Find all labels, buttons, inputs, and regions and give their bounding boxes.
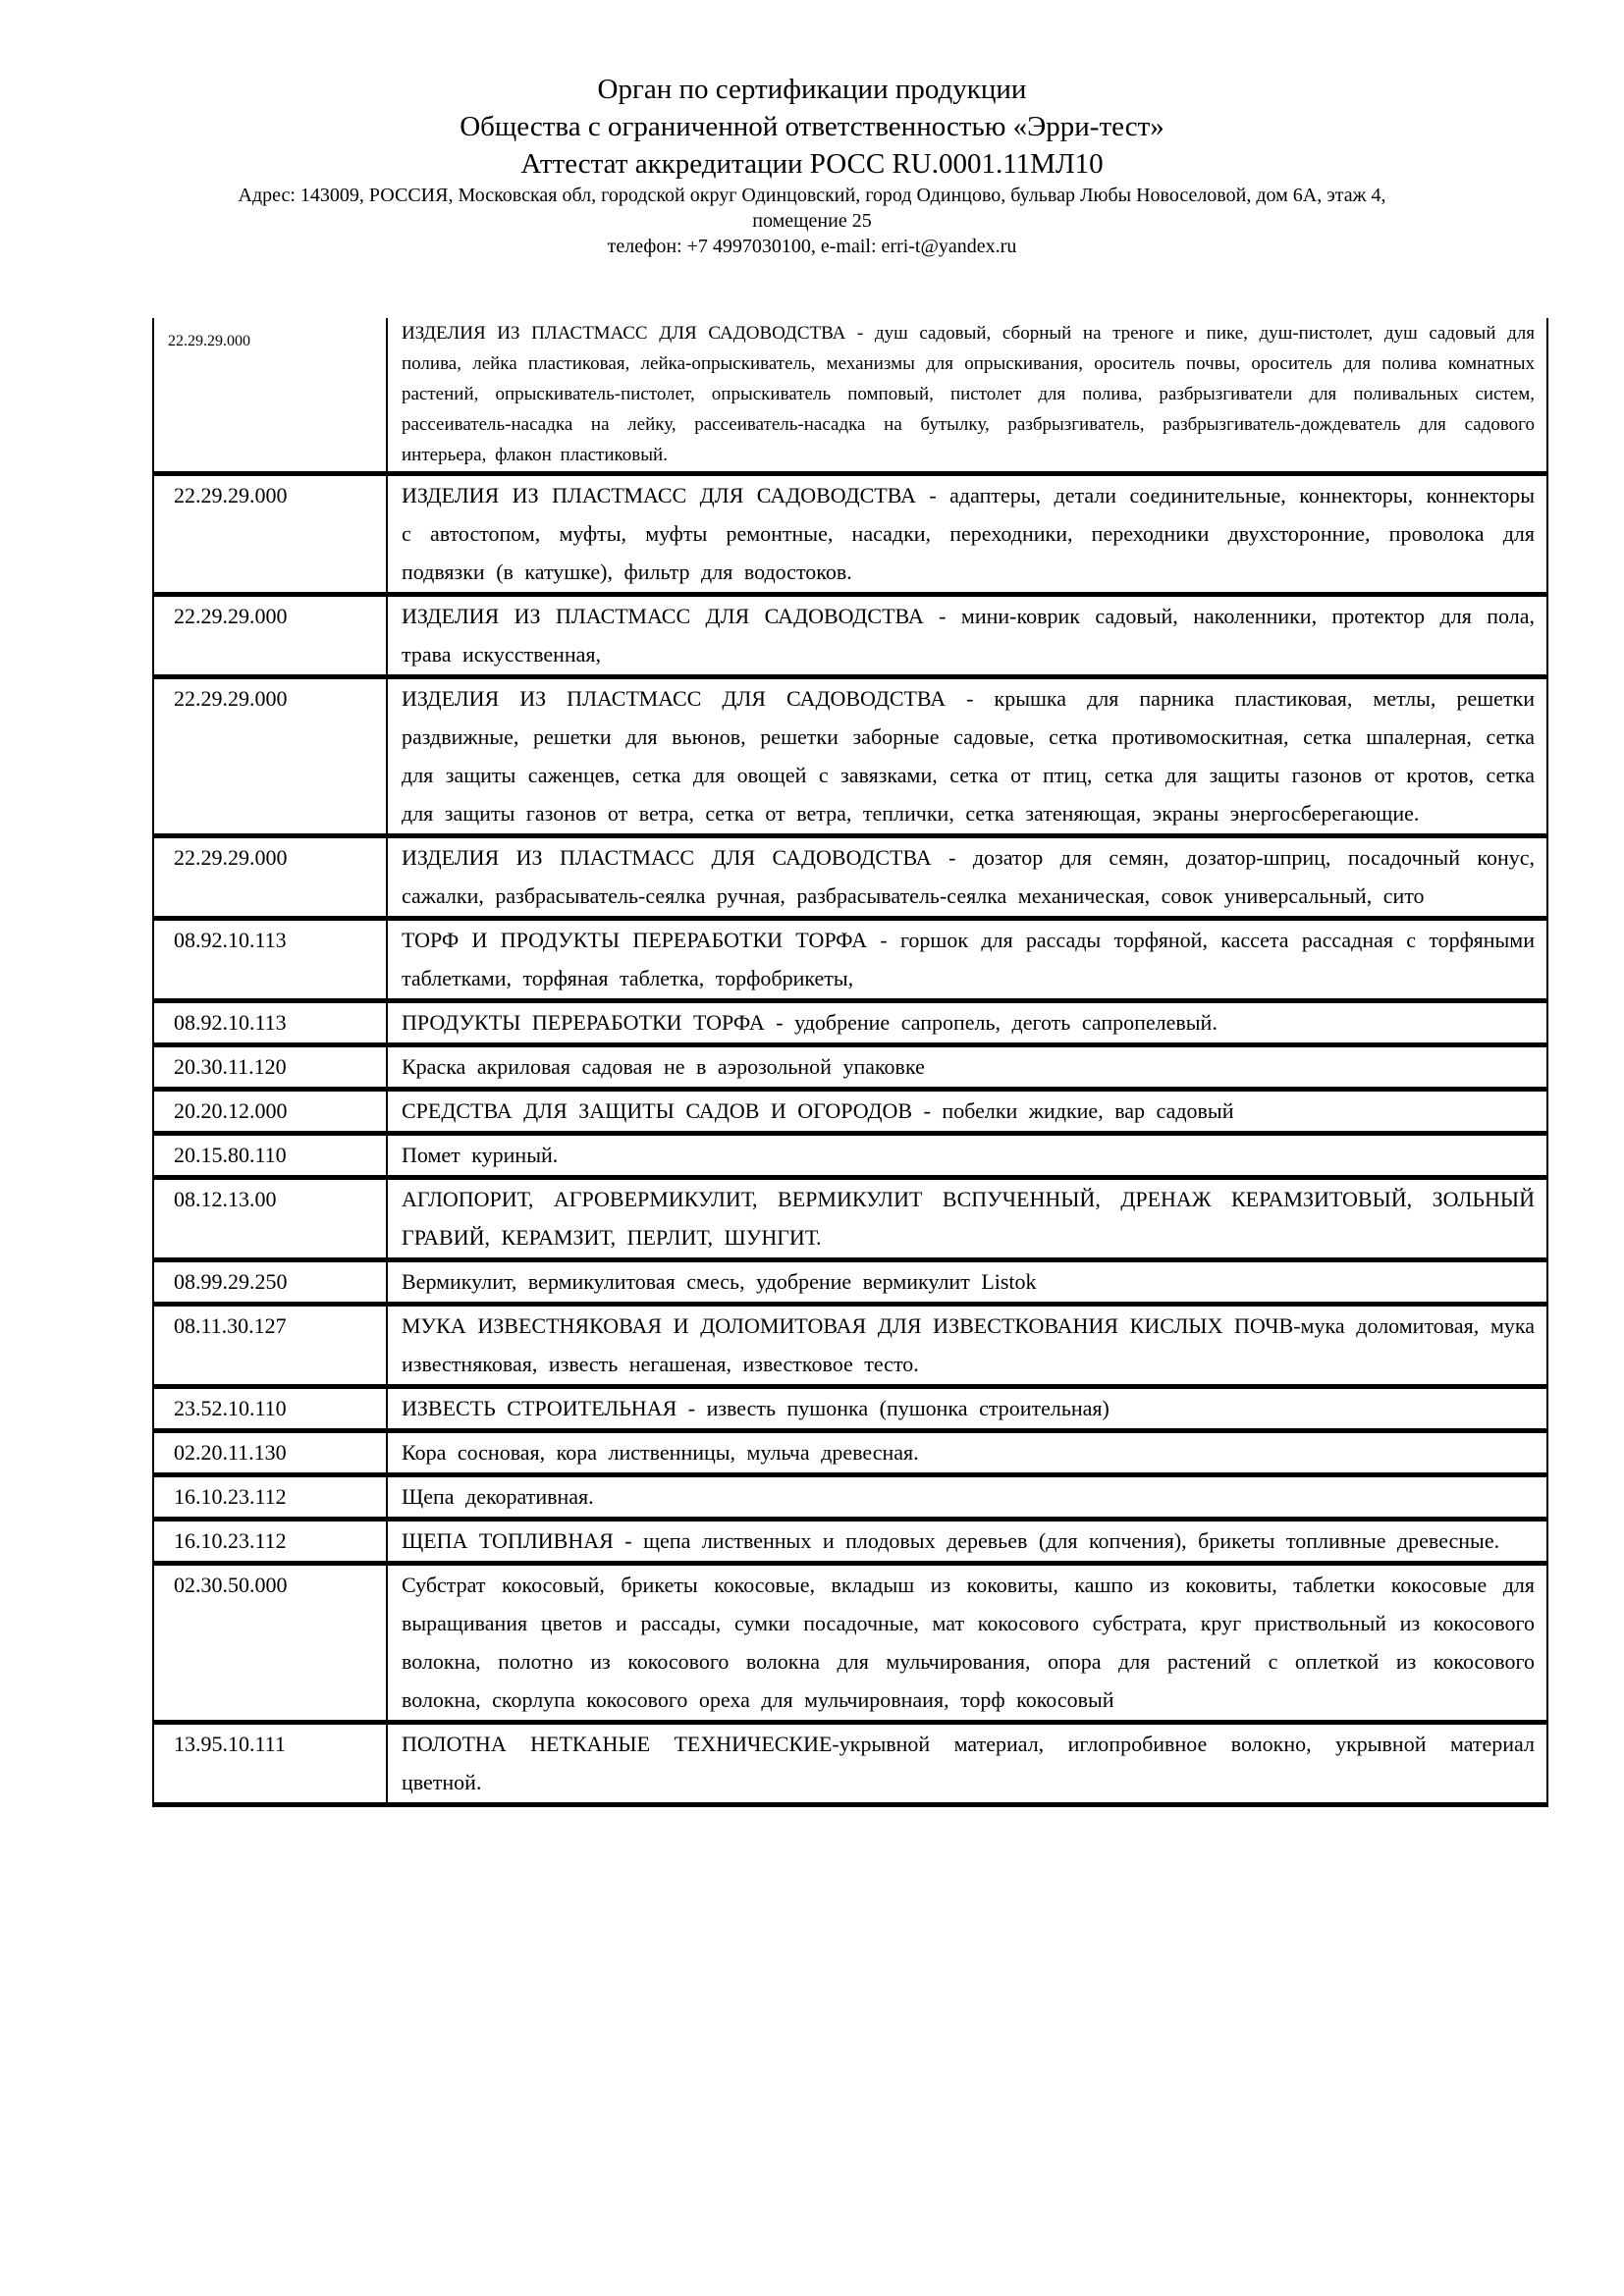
table-row xyxy=(153,1431,1547,1475)
product-description-cell: Субстрат кокосовый, брикеты кокосовые, вкладыш из коковиты, кашпо из коковиты, таблетки кокосовые для выращивания цветов и рассады, сумки посадочные, мат кокосового субстрата, круг приствольный из кокосового волокна, полотно из кокосового волокна для мульчирования, опора для растений с оплеткой из кокосового волокна, скорлупа кокосового ореха для мульчировнаия, торф кокосовый xyxy=(387,1564,1547,1723)
product-description-cell: Вермикулит, вермикулитовая смесь, удобрение вермикулит Listok xyxy=(387,1260,1547,1305)
product-code-cell: 02.30.50.000 xyxy=(153,1564,387,1723)
product-code-cell: 22.29.29.000 xyxy=(153,677,387,836)
contact-line: телефон: +7 4997030100, e-mail: erri-t@yandex.ru xyxy=(607,236,1017,257)
product-code-cell: 22.29.29.000 xyxy=(153,474,387,595)
product-code-cell: 08.12.13.00 xyxy=(153,1178,387,1260)
product-description-cell: Помет куриный. xyxy=(387,1134,1547,1178)
document-header xyxy=(0,0,1624,259)
table-row xyxy=(153,1134,1547,1178)
product-code-cell: 20.30.11.120 xyxy=(153,1045,387,1090)
product-description-cell: ИЗДЕЛИЯ ИЗ ПЛАСТМАСС ДЛЯ САДОВОДСТВА - душ садовый, сборный на треноге и пике, душ-пистолет, душ садовый для полива, лейка пластиковая, лейка-опрыскиватель, механизмы для опрыскивания, ороситель почвы, ороситель для полива комнатных растений, опрыскиватель-пистолет, опрыскиватель помповый, пистолет для полива, разбрызгиватели для поливальных систем, рассеиватель-насадка на лейку, рассеиватель-насадка на бутылку, разбрызгиватель, разбрызгиватель-дождеватель для садового интерьера, флакон пластиковый. xyxy=(387,318,1547,474)
product-code-cell: 16.10.23.112 xyxy=(153,1520,387,1564)
product-description-cell: Щепа декоративная. xyxy=(387,1475,1547,1520)
product-code-cell: 22.29.29.000 xyxy=(153,836,387,919)
product-description-cell: АГЛОПОРИТ, АГРОВЕРМИКУЛИТ, ВЕРМИКУЛИТ ВСПУЧЕННЫЙ, ДРЕНАЖ КЕРАМЗИТОВЫЙ, ЗОЛЬНЫЙ ГРАВИЙ, КЕРАМЗИТ, ПЕРЛИТ, ШУНГИТ. xyxy=(387,1178,1547,1260)
products-table xyxy=(152,318,1548,1807)
table-row xyxy=(153,1305,1547,1387)
address-line-1: Адрес: 143009, РОССИЯ, Московская обл, городской округ Одинцовский, город Одинцово, бульвар Любы Новоселовой, дом 6А, этаж 4, xyxy=(238,185,1386,206)
product-description-cell: ПРОДУКТЫ ПЕРЕРАБОТКИ ТОРФА - удобрение сапропель, деготь сапропелевый. xyxy=(387,1001,1547,1045)
table-row xyxy=(153,836,1547,919)
accreditation-number: Аттестат аккредитации РОСС RU.0001.11МЛ10 xyxy=(520,148,1104,180)
address-line-2: помещение 25 xyxy=(752,210,872,232)
product-code-cell: 08.11.30.127 xyxy=(153,1305,387,1387)
table-row xyxy=(153,1723,1547,1805)
product-code-cell: 20.20.12.000 xyxy=(153,1090,387,1134)
product-code-cell: 08.92.10.113 xyxy=(153,919,387,1001)
product-code-cell: 16.10.23.112 xyxy=(153,1475,387,1520)
org-title: Орган по сертификации продукции xyxy=(597,74,1027,105)
table-row xyxy=(153,919,1547,1001)
product-description-cell: ИЗВЕСТЬ СТРОИТЕЛЬНАЯ - известь пушонка (пушонка строительная) xyxy=(387,1387,1547,1431)
product-description-cell: ИЗДЕЛИЯ ИЗ ПЛАСТМАСС ДЛЯ САДОВОДСТВА - дозатор для семян, дозатор-шприц, посадочный конус, сажалки, разбрасыватель-сеялка ручная, разбрасыватель-сеялка механическая, совок универсальный, сито xyxy=(387,836,1547,919)
table-row xyxy=(153,677,1547,836)
product-description-cell: СРЕДСТВА ДЛЯ ЗАЩИТЫ САДОВ И ОГОРОДОВ - побелки жидкие, вар садовый xyxy=(387,1090,1547,1134)
product-description-cell: ЩЕПА ТОПЛИВНАЯ - щепа лиственных и плодовых деревьев (для копчения), брикеты топливные древесные. xyxy=(387,1520,1547,1564)
table-row xyxy=(153,595,1547,677)
product-description-cell: ИЗДЕЛИЯ ИЗ ПЛАСТМАСС ДЛЯ САДОВОДСТВА - крышка для парника пластиковая, метлы, решетки раздвижные, решетки для вьюнов, решетки заборные садовые, сетка противомоскитная, сетка шпалерная, сетка для защиты саженцев, сетка для овощей с завязками, сетка от птиц, сетка для защиты газонов от кротов, сетка для защиты газонов от ветра, сетка от ветра, теплички, сетка затеняющая, экраны энергосберегающие. xyxy=(387,677,1547,836)
product-description-cell: ИЗДЕЛИЯ ИЗ ПЛАСТМАСС ДЛЯ САДОВОДСТВА - мини-коврик садовый, наколенники, протектор для пола, трава искусственная, xyxy=(387,595,1547,677)
table-row xyxy=(153,1178,1547,1260)
product-code-cell: 13.95.10.111 xyxy=(153,1723,387,1805)
table-row xyxy=(153,1520,1547,1564)
table-row xyxy=(153,1387,1547,1431)
table-row xyxy=(153,1475,1547,1520)
product-code-cell: 22.29.29.000 xyxy=(153,595,387,677)
product-description-cell: ИЗДЕЛИЯ ИЗ ПЛАСТМАСС ДЛЯ САДОВОДСТВА - адаптеры, детали соединительные, коннекторы, коннекторы с автостопом, муфты, муфты ремонтные, насадки, переходники, переходники двухсторонние, проволока для подвязки (в катушке), фильтр для водостоков. xyxy=(387,474,1547,595)
product-code-cell: 20.15.80.110 xyxy=(153,1134,387,1178)
product-description-cell: ПОЛОТНА НЕТКАНЫЕ ТЕХНИЧЕСКИЕ-укрывной материал, иглопробивное волокно, укрывной материал цветной. xyxy=(387,1723,1547,1805)
table-row xyxy=(153,1090,1547,1134)
company-name: Общества с ограниченной ответственностью «Эрри-тест» xyxy=(460,111,1164,142)
product-code-cell: 02.20.11.130 xyxy=(153,1431,387,1475)
product-code-cell: 08.99.29.250 xyxy=(153,1260,387,1305)
product-description-cell: ТОРФ И ПРОДУКТЫ ПЕРЕРАБОТКИ ТОРФА - горшок для рассады торфяной, кассета рассадная с торфяными таблетками, торфяная таблетка, торфобрикеты, xyxy=(387,919,1547,1001)
product-code-cell: 22.29.29.000 xyxy=(153,318,387,474)
product-code-cell: 08.92.10.113 xyxy=(153,1001,387,1045)
product-description-cell: Краска акриловая садовая не в аэрозольной упаковке xyxy=(387,1045,1547,1090)
table-row xyxy=(153,1045,1547,1090)
table-row xyxy=(153,1564,1547,1723)
table-row xyxy=(153,318,1547,474)
table-row xyxy=(153,1001,1547,1045)
products-table-body xyxy=(153,318,1547,1805)
product-code-cell: 23.52.10.110 xyxy=(153,1387,387,1431)
product-description-cell: МУКА ИЗВЕСТНЯКОВАЯ И ДОЛОМИТОВАЯ ДЛЯ ИЗВЕСТКОВАНИЯ КИСЛЫХ ПОЧВ-мука доломитовая, мука известняковая, известь негашеная, известковое тесто. xyxy=(387,1305,1547,1387)
product-description-cell: Кора сосновая, кора лиственницы, мульча древесная. xyxy=(387,1431,1547,1475)
table-row xyxy=(153,474,1547,595)
table-row xyxy=(153,1260,1547,1305)
